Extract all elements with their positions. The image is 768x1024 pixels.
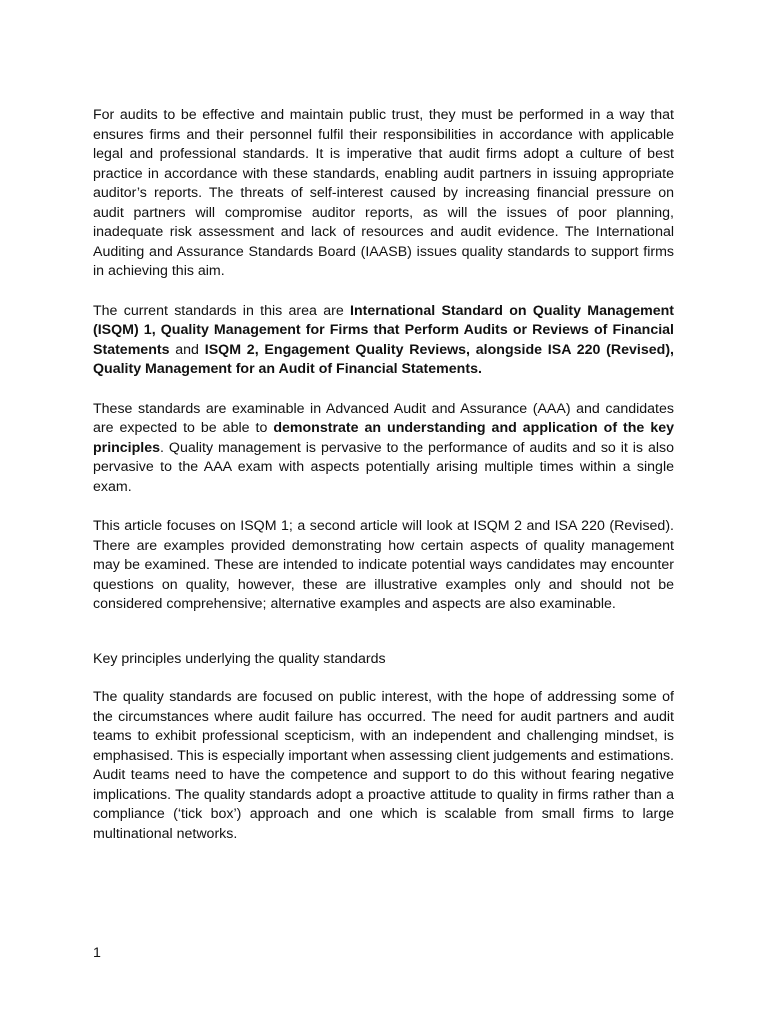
paragraph-current-standards [93,302,674,380]
examinable-text-before: These standards are examinable in Advanced Audit and Assurance (AAA) and candidates are expected to be able to [93,400,674,436]
section-heading: Key principles underlying the quality standards [93,650,386,667]
paragraph-audit-effectiveness: For audits to be effective and maintain public trust, they must be performed in a way that ensures firms and their personnel fulfil their responsibilities in accordance with applicable legal and professional standards. It is imperative that audit firms adopt a culture of best practice in accordance with these standards, enabling audit partners in issuing appropriate auditor’s reports. The threats of self-interest caused by increasing financial pressure on audit partners will compromise auditor reports, as will the issues of poor planning, inadequate risk assessment and lack of resources and audit evidence. The International Auditing and Assurance Standards Board (IAASB) issues quality standards to support firms in achieving this aim. [93,107,674,279]
standard-isqm-2-isa-220: ISQM 2, Engagement Quality Reviews, alongside ISA 220 (Revised), Quality Management for an Audit of Financial Statements. [93,341,674,377]
paragraph-examinable-standards [93,400,674,498]
page-number: 1 [93,945,101,961]
examinable-text-after: . Quality management is pervasive to the performance of audits and so it is also pervasive to the AAA exam with aspects potentially arising multiple times within a single exam. [93,439,674,495]
standard-isqm-1: International Standard on Quality Management (ISQM) 1, Quality Management for Firms that Perform Audits or Reviews of Financial Statements [93,302,674,358]
paragraph-article-focus: This article focuses on ISQM 1; a second article will look at ISQM 2 and ISA 220 (Revised). There are examples provided demonstrating how certain aspects of quality management may be examined. These are intended to indicate potential ways candidates may encounter questions on quality, however, these are illustrative examples only and should not be considered comprehensive; alternative examples and aspects are also examinable. [93,518,674,612]
paragraph-key-principles: The quality standards are focused on public interest, with the hope of addressing some of the circumstances where audit failure has occurred. The need for audit partners and audit teams to exhibit professional scepticism, with an independent and challenging mindset, is emphasised. This is especially important when assessing client judgements and estimations. Audit teams need to have the competence and support to do this without fearing negative implications. The quality standards adopt a proactive attitude to quality in firms rather than a compliance (‘tick box’) approach and one which is scalable from small firms to large multinational networks. [93,689,674,842]
key-principles-emphasis: demonstrate an understanding and application of the key principles [93,420,674,456]
current-standards-intro: The current standards in this area are [93,302,351,319]
current-standards-joiner: and [169,341,205,358]
